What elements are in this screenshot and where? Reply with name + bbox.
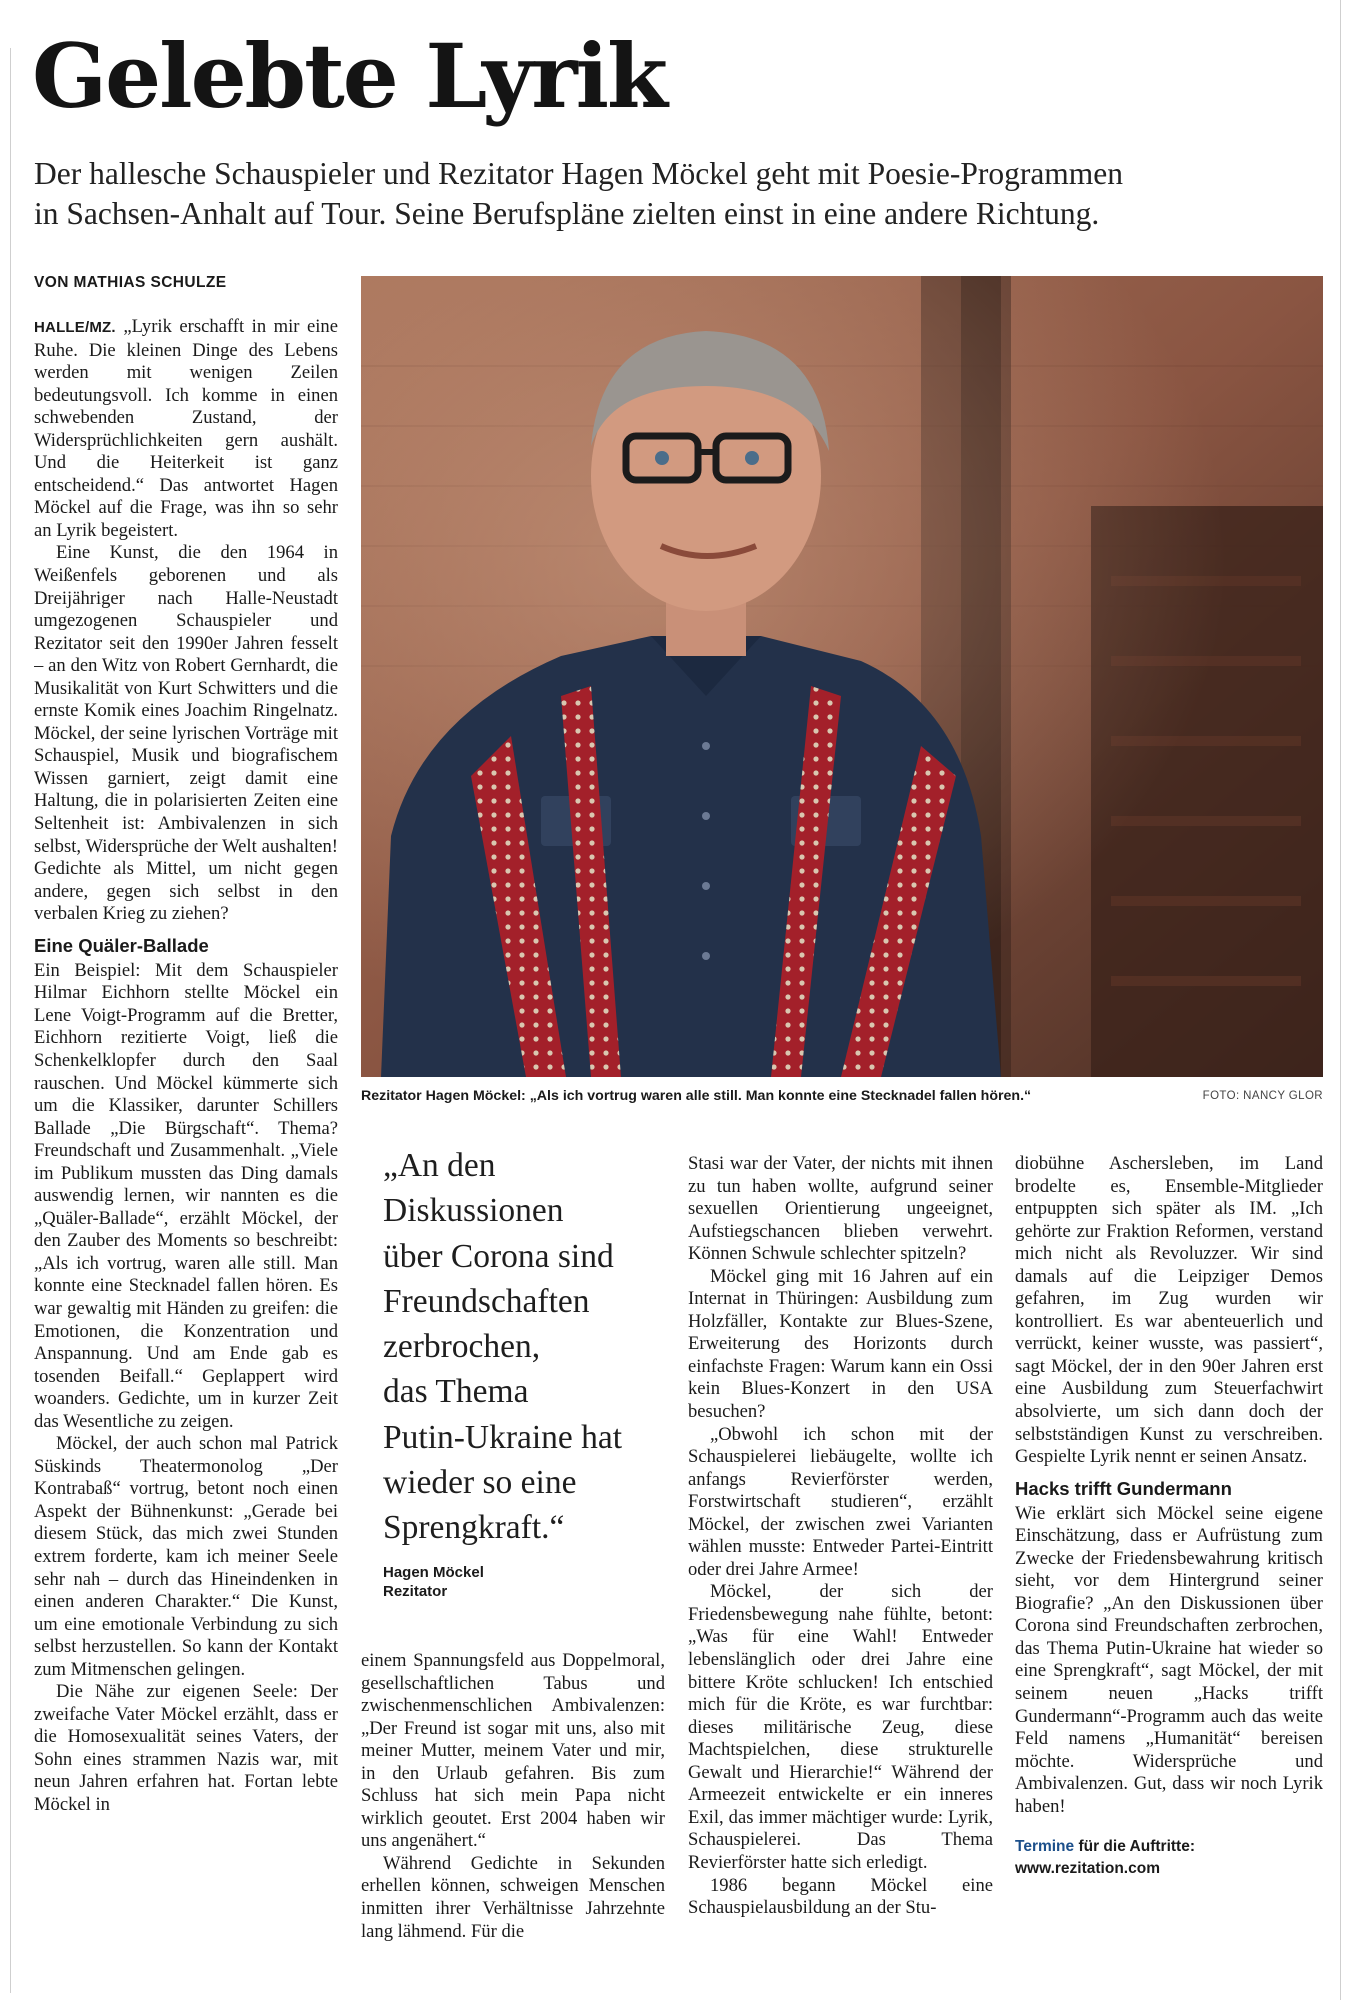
article-column-3	[688, 1153, 993, 1971]
photo-caption	[361, 1088, 1323, 1104]
article-subhead	[34, 154, 1334, 234]
paragraph: Wie erklärt sich Möckel seine eigene Einschätzung, dass er Aufrüstung zum Zwecke der Friedensbewahrung kritisch sieht, vor dem Hintergrund seiner Biografie? „An den Diskussionen über Corona sind Freundschaften zerbrochen, das Thema Putin-Ukraine hat wieder so eine Sprengkraft“, sagt Möckel, der mit seinem neuen „Hacks trifft Gundermann“-Programm auch das weite Feld namens „Humanität“ bereisen möchte. Widersprüche und Ambivalenzen. Gut, dass wir noch Lyrik haben!	[1015, 1502, 1323, 1817]
pull-quote-line: über Corona sind	[383, 1237, 614, 1275]
subhead-line-1: Der hallesche Schauspieler und Rezitator Hagen Möckel geht mit Poesie-Programmen	[34, 156, 1124, 191]
paragraph: 1986 begann Möckel eine Schauspielausbildung an der Stu-	[688, 1874, 993, 1919]
pull-quote-line: Diskussionen	[383, 1192, 564, 1230]
column-rule-left	[10, 48, 11, 1993]
paragraph: Während Gedichte in Sekunden erhellen können, schweigen Menschen inmitten ihrer Verhältnisse Jahrzehnte lang lähmend. Für die	[361, 1852, 665, 1942]
paragraph	[34, 316, 338, 542]
article-column-1	[34, 316, 338, 1971]
pull-quote-attribution	[383, 1563, 673, 1601]
paragraph: Die Nähe zur eigenen Seele: Der zweifache Vater Möckel erzählt, dass er die Homosexualität seines Vaters, der Sohn eines strammen Nazis war, mit neun Jahren erfahren hat. Fortan lebte Möckel in	[34, 1681, 338, 1815]
page-edge-right	[1340, 0, 1341, 2000]
pull-quote-name: Hagen Möckel	[383, 1563, 484, 1581]
pull-quote-role: Rezitator	[383, 1582, 448, 1600]
termine-label: Termine	[1015, 1838, 1075, 1856]
pull-quote-line: Putin-Ukraine hat	[383, 1418, 623, 1456]
paragraph: Ein Beispiel: Mit dem Schauspieler Hilmar Eichhorn stellte Möckel ein Lene Voigt-Programm auf die Bretter, Eichhorn rezitierte Voigt, ließ die Schenkelklopfer durch den Saal rauschen. Und Möckel kümmerte sich um die Klassiker, darunter Schillers Ballade „Die Bürgschaft“. Thema? Freundschaft und Zusammenhalt. „Viele im Publikum mussten das Ding damals auswendig lernen, wir nannten es die „Quäler-Ballade“, erzählt Möckel, der den Zauber des Moments so beschreibt: „Als ich vortrug, waren alle still. Man konnte eine Stecknadel fallen hören. Es war gewaltig mit Händen zu greifen: die Emotionen, die Konzentration und Anspannung. Und am Ende gab es tosenden Beifall.“ Geplappert wird woanders. Gedichte, um in kurzer Zeit das Wesentliche zu zeigen.	[34, 959, 338, 1432]
paragraph: „Obwohl ich schon mit der Schauspielerei liebäugelte, wollte ich anfangs Revierförster werden, Forstwirtschaft studieren“, erzählt Möckel, der zwischen zwei Varianten wählen musste: Entweder Partei-Eintritt oder drei Jahre Armee!	[688, 1423, 993, 1580]
pull-quote-line: Sprengkraft.“	[383, 1509, 565, 1547]
caption-text: Rezitator Hagen Möckel: „Als ich vortrug waren alle still. Man konnte eine Stecknadel fallen hören.“	[361, 1088, 1032, 1104]
termine-url: www.rezitation.com	[1015, 1860, 1160, 1878]
paragraph: Möckel ging mit 16 Jahren auf ein Internat in Thüringen: Ausbildung zum Holzfäller, Kontakte zur Blues-Szene, Erweiterung des Horizonts durch einfachste Fragen: Warum kann ein Ossi kein Blues-Konzert in den USA besuchen?	[688, 1265, 993, 1423]
paragraph: Möckel, der auch schon mal Patrick Süskinds Theatermonolog „Der Kontrabaß“ vortrug, betont noch einen Aspekt der Bühnenkunst: „Gerade bei diesem Stück, das mich zwei Stunden extrem forderte, kam ich meiner Seele sehr nah – durch das Hineindenken in einen anderen Charakter.“ Die Kunst, um eine emotionale Verbindung zu sich selbst herzustellen. So kann der Kontakt zum Mitmenschen gelingen.	[34, 1433, 338, 1680]
subhead-line-2: in Sachsen-Anhalt auf Tour. Seine Berufspläne zielten einst in eine andere Richtung.	[34, 196, 1100, 231]
article-column-4	[1015, 1153, 1323, 1971]
pull-quote-line: wieder so eine	[383, 1464, 577, 1502]
paragraph-text: „Lyrik erschafft in mir eine Ruhe. Die kleinen Dinge des Lebens werden mit wenigen Zeilen bedeutungsvoll. Ich komme in einen schwebenden Zustand, der Widersprüchlichkeiten gern aushält. Und die Heiterkeit ist ganz entscheidend.“ Das antwortet Hagen Möckel auf die Frage, was ihn so sehr an Lyrik begeistert.	[34, 316, 338, 541]
article-column-2	[361, 1650, 665, 1972]
pull-quote-text	[383, 1143, 673, 1551]
termine-text: für die Auftritte:	[1074, 1838, 1195, 1856]
pull-quote-line: das Thema	[383, 1373, 529, 1411]
dateline: HALLE/MZ.	[34, 319, 116, 336]
subheading: Hacks trifft Gundermann	[1015, 1477, 1232, 1499]
paragraph: diobühne Aschersleben, im Land brodelte es, Ensemble-Mitglieder entpuppten sich später als IM. „Ich gehörte zur Fraktion Reformen, verstand mich nicht als Revoluzzer. Wir sind damals auf die Leipziger Demos gefahren, im Zug wurden wir kontrolliert. Es war abenteuerlich und verrückt, keiner wusste, was passiert“, sagt Möckel, der in den 90er Jahren erst eine Ausbildung zum Steuerfachwirt absolvierte, um sich dann doch der selbstständigen Kunst zu verschreiben. Gespielte Lyrik nennt er seinen Ansatz.	[1015, 1153, 1323, 1468]
pull-quote-line: zerbrochen,	[383, 1328, 541, 1366]
paragraph: einem Spannungsfeld aus Doppelmoral, gesellschaftlichen Tabus und zwischenmenschlichen Ambivalenzen: „Der Freund ist sogar mit uns, also mit meiner Mutter, meinem Vater und mir, in den Urlaub gefahren. Bis zum Schluss hat sich mein Papa nicht wirklich geoutet. Erst 2004 haben wir uns angenähert.“	[361, 1650, 665, 1852]
byline: VON MATHIAS SCHULZE	[34, 274, 227, 291]
photo-illustration	[361, 276, 1323, 1077]
paragraph: Möckel, der sich der Friedensbewegung nahe fühlte, betont: „Was für eine Wahl! Entweder lebenslänglich oder drei Jahre eine bittere Kröte schlucken! Ich entschied mich für die Kröte, es war furchtbar: dieses militärische Zeug, diese Machtspielchen, diese strukturelle Gewalt und Hierarchie!“ Während der Armeezeit entwickelte er ein inneres Exil, das immer mächtiger wurde: Lyrik, Schauspielerei. Das Thema Revierförster hatte sich erledigt.	[688, 1581, 993, 1873]
paragraph: Stasi war der Vater, der nichts mit ihnen zu tun haben wollte, aufgrund seiner sexuellen Orientierung ungeeignet, Aufstiegschancen blieben verwehrt. Können Schwule schlechter spitzeln?	[688, 1153, 993, 1265]
pull-quote	[383, 1143, 673, 1601]
termine-box	[1015, 1836, 1323, 1880]
pull-quote-line: Freundschaften	[383, 1282, 590, 1320]
article-headline: Gelebte Lyrik	[32, 24, 666, 128]
pull-quote-line: „An den	[383, 1147, 496, 1184]
portrait-photo	[361, 276, 1323, 1077]
subheading: Eine Quäler-Ballade	[34, 934, 209, 956]
photo-credit: FOTO: NANCY GLOR	[1202, 1090, 1323, 1102]
paragraph: Eine Kunst, die den 1964 in Weißenfels geborenen und als Dreijähriger nach Halle-Neustadt umgezogenen Schauspieler und Rezitator seit den 1990er Jahren fesselt – an den Witz von Robert Gernhardt, die Musikalität von Kurt Schwitters und die ernste Komik eines Joachim Ringelnatz. Möckel, der seine lyrischen Vorträge mit Schauspiel, Musik und biografischem Wissen garniert, zeigt damit eine Haltung, die in polarisierten Zeiten eine Seltenheit ist: Ambivalenzen in sich selbst, Widersprüche der Welt aushalten! Gedichte als Mittel, um nicht gegen andere, gegen sich selbst in den verbalen Krieg zu ziehen?	[34, 542, 338, 925]
